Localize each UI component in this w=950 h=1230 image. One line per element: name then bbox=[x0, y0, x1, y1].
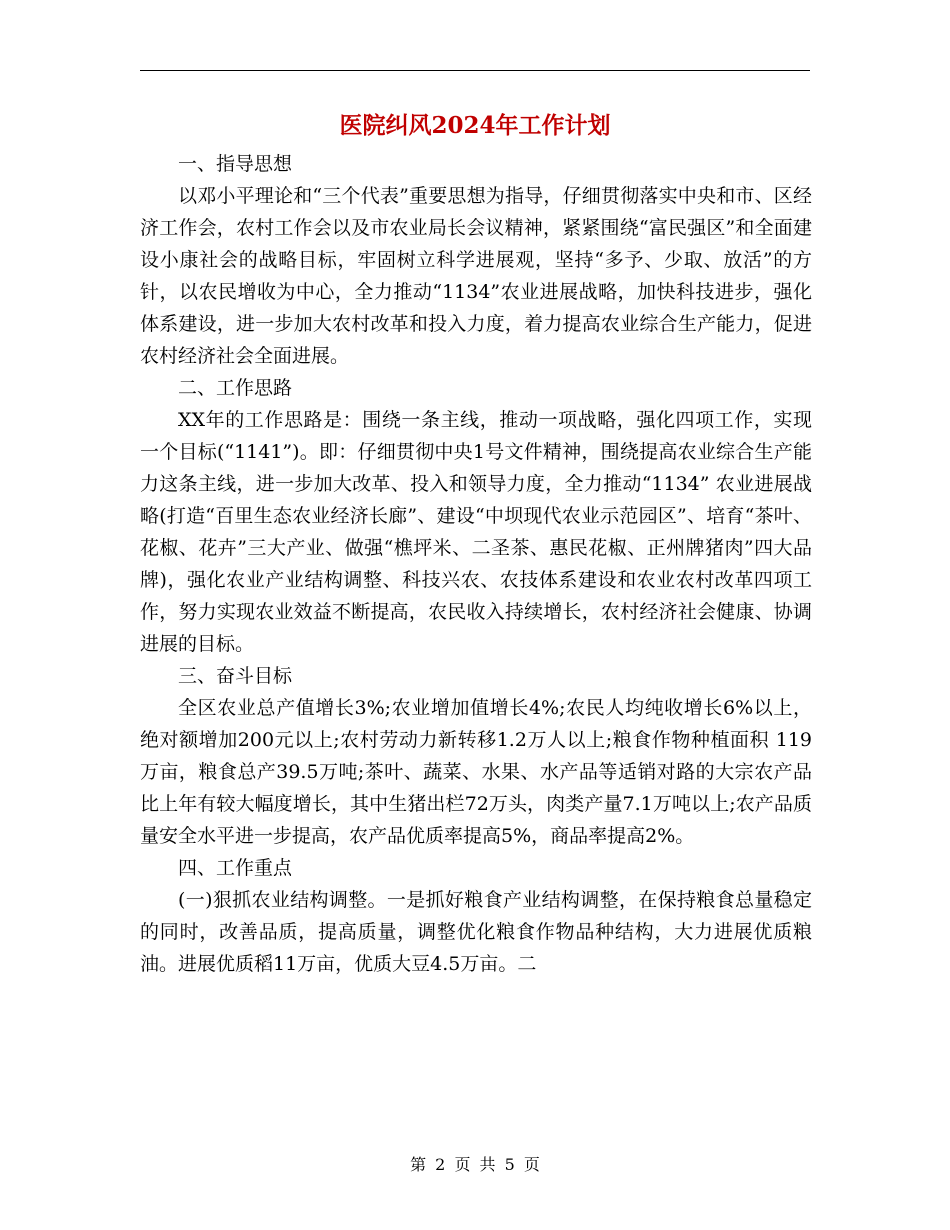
paragraph-work-approach: XX年的工作思路是：围绕一条主线，推动一项战略，强化四项工作，实现一个目标(“1141”)。即：仔细贯彻中央1号文件精神，围绕提高农业综合生产能力这条主线，进一步加大改革、投入和领导力度，全力推动“1134” 农业进展战略(打造“百里生态农业经济长廊”、建设“中坝现代农业示范园区”、培育“茶叶、花椒、花卉”三大产业、做强“樵坪米、二圣茶、惠民花椒、正州牌猪肉”四大品牌)，强化农业产业结构调整、科技兴农、农技体系建设和农业农村改革四项工作，努力实现农业效益不断提高，农民收入持续增长，农村经济社会健康、协调进展的目标。 bbox=[140, 409, 812, 655]
section-heading-goals: 三、奋斗目标 bbox=[178, 665, 293, 687]
page-number-footer: 第 2 页 共 5 页 bbox=[410, 1155, 540, 1174]
section-heading-guiding-ideology: 一、指导思想 bbox=[178, 153, 293, 175]
section-heading-work-approach: 二、工作思路 bbox=[178, 377, 293, 399]
paragraph-guiding-ideology: 以邓小平理论和“三个代表”重要思想为指导，仔细贯彻落实中央和市、区经济工作会，农村工作会以及市农业局长会议精神，紧紧围绕“富民强区”和全面建设小康社会的战略目标，牢固树立科学进展观，坚持“多予、少取、放活”的方针，以农民增收为中心，全力推动“1134”农业进展战略，加快科技进步，强化体系建设，进一步加大农村改革和投入力度，着力提高农业综合生产能力，促进农村经济社会全面进展。 bbox=[140, 185, 812, 367]
page-title: 医院纠风2024年工作计划 bbox=[339, 112, 611, 139]
section-heading-key-work: 四、工作重点 bbox=[178, 857, 293, 879]
header-rule bbox=[140, 70, 810, 71]
paragraph-key-work: (一)狠抓农业结构调整。一是抓好粮食产业结构调整，在保持粮食总量稳定的同时，改善品质，提高质量，调整优化粮食作物品种结构，大力进展优质粮油。进展优质稻11万亩，优质大豆4.5万亩。二 bbox=[140, 889, 812, 975]
document-body bbox=[140, 148, 812, 980]
paragraph-goals: 全区农业总产值增长3%;农业增加值增长4%;农民人均纯收增长6%以上，绝对额增加200元以上;农村劳动力新转移1.2万人以上;粮食作物种植面积 119万亩，粮食总产39.5万吨;茶叶、蔬菜、水果、水产品等适销对路的大宗农产品比上年有较大幅度增长，其中生猪出栏72万头，肉类产量7.1万吨以上;农产品质量安全水平进一步提高，农产品优质率提高5%，商品率提高2%。 bbox=[140, 697, 812, 847]
